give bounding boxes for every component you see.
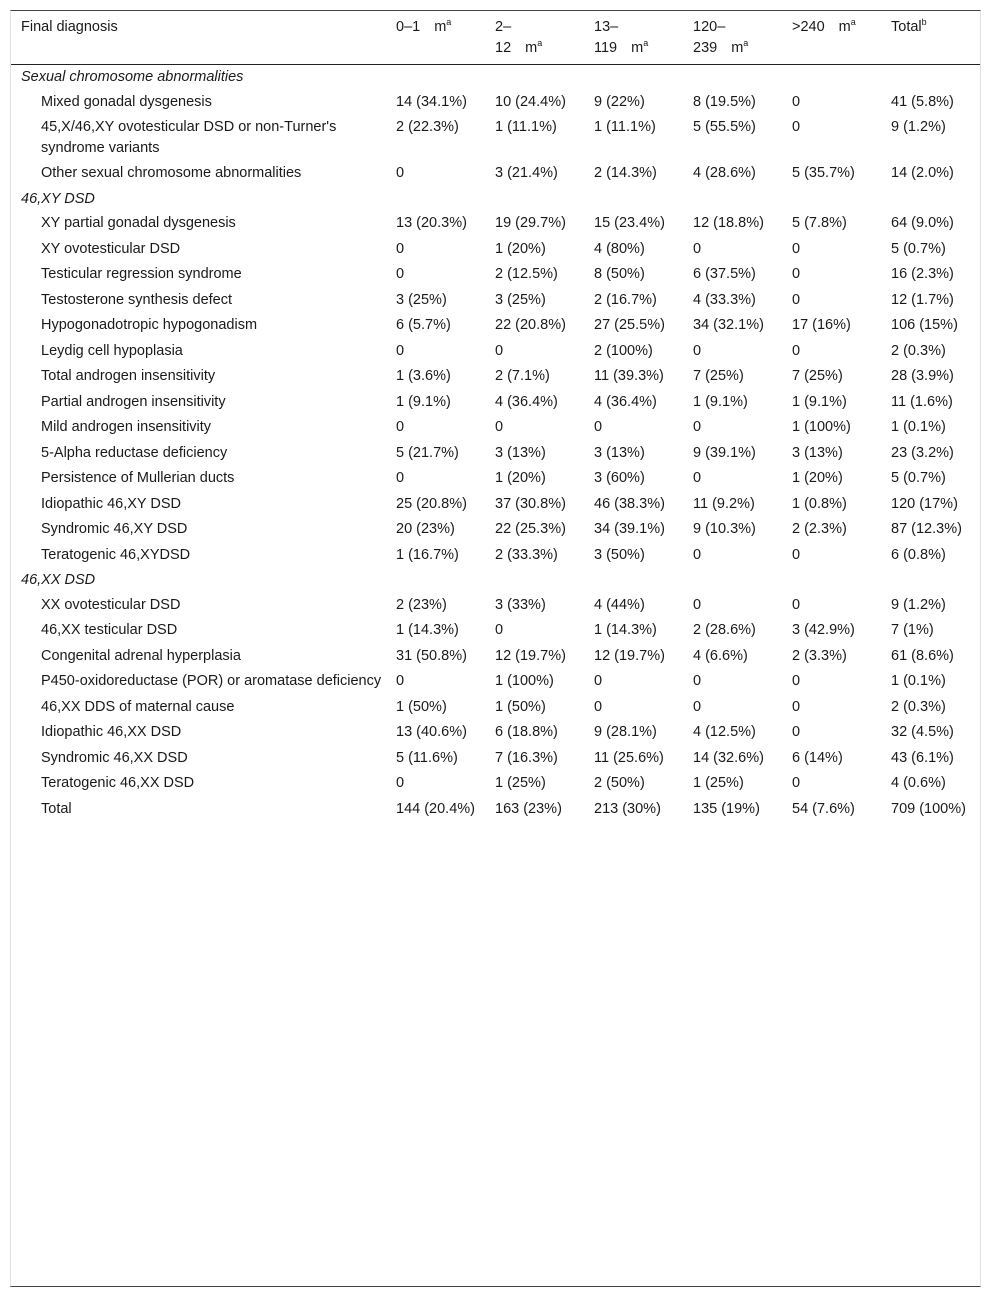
table-row <box>11 90 980 116</box>
value-cell: 4 (36.4%) <box>495 393 558 410</box>
value-cell: 10 (24.4%) <box>495 93 566 110</box>
value-cell: 2 (0.3%) <box>891 698 946 715</box>
table-body <box>11 65 980 823</box>
value-cell: 2 (0.3%) <box>891 342 946 359</box>
value-cell: 1 (9.1%) <box>792 393 847 410</box>
value-cell: 2 (12.5%) <box>495 266 558 282</box>
table-row <box>11 720 980 746</box>
value-cell: 4 (6.6%) <box>693 647 748 664</box>
value-cell: 0 <box>693 419 702 435</box>
header-row <box>11 11 980 65</box>
value-cell: 2 (23%) <box>396 596 447 613</box>
diagnosis-name: 45,X/46,XY ovotesticular DSD or non-Turner's syndrome variants <box>41 119 337 156</box>
value-cell: 0 <box>396 470 405 486</box>
diagnosis-name-cell <box>11 492 396 518</box>
diagnosis-name: Total <box>41 800 72 817</box>
table-row <box>11 492 980 518</box>
value-cell: 0 <box>396 419 405 435</box>
diagnosis-name-cell <box>11 339 396 365</box>
diagnosis-name-cell <box>11 390 396 416</box>
value-cell: 7 (1%) <box>891 622 934 638</box>
diagnosis-name: Idiopathic 46,XY DSD <box>41 495 181 512</box>
diagnosis-name-cell <box>11 90 396 116</box>
value-cell: 120 (17%) <box>891 495 958 512</box>
table-row <box>11 339 980 365</box>
diagnosis-name-cell <box>11 211 396 237</box>
value-cell: 4 (80%) <box>594 240 645 257</box>
value-cell: 1 (20%) <box>495 240 546 257</box>
value-cell: 5 (11.6%) <box>396 749 458 766</box>
value-cell: 1 (50%) <box>396 698 447 715</box>
value-cell: 61 (8.6%) <box>891 647 954 664</box>
value-cell: 0 <box>792 342 801 359</box>
value-cell: 4 (33.3%) <box>693 291 756 308</box>
diagnosis-name-cell <box>11 313 396 339</box>
value-cell: 1 (9.1%) <box>693 393 748 410</box>
value-cell: 0 <box>792 698 801 715</box>
diagnosis-name-cell <box>11 237 396 263</box>
header-final-diagnosis: Final diagnosis <box>11 11 396 65</box>
value-cell: 22 (25.3%) <box>495 521 566 537</box>
table-row <box>11 771 980 797</box>
value-cell: 0 <box>594 419 603 435</box>
diagnosis-name: Partial androgen insensitivity <box>41 393 226 410</box>
value-cell: 135 (19%) <box>693 800 760 817</box>
value-cell: 3 (13%) <box>792 444 843 461</box>
value-cell: 709 (100%) <box>891 800 966 817</box>
value-cell: 7 (25%) <box>693 368 744 384</box>
value-cell: 27 (25.5%) <box>594 317 665 333</box>
value-cell: 1 (20%) <box>792 470 843 486</box>
header-age-0-1: 0–1 $m^a$ <box>396 11 495 65</box>
diagnosis-name: Persistence of Mullerian ducts <box>41 470 235 486</box>
value-cell: 0 <box>693 342 702 359</box>
value-cell: 11 (9.2%) <box>693 495 755 512</box>
table-row <box>11 288 980 314</box>
value-cell: 14 (34.1%) <box>396 93 467 110</box>
value-cell: 8 (50%) <box>594 266 645 282</box>
value-cell: 5 (35.7%) <box>792 165 855 181</box>
value-cell: 5 (21.7%) <box>396 444 459 461</box>
value-cell: 54 (7.6%) <box>792 800 855 817</box>
value-cell: 5 (0.7%) <box>891 470 946 486</box>
value-cell: 1 (0.1%) <box>891 419 946 435</box>
diagnosis-name: P450-oxidoreductase (POR) or aromatase deficiency <box>41 673 382 689</box>
value-cell: 0 <box>693 546 702 563</box>
diagnosis-name-cell <box>11 288 396 314</box>
diagnosis-name-cell <box>11 593 396 619</box>
value-cell: 25 (20.8%) <box>396 495 467 512</box>
value-cell: 0 <box>396 165 405 181</box>
value-cell: 12 (19.7%) <box>495 647 566 664</box>
diagnosis-name: XY ovotesticular DSD <box>41 240 181 257</box>
header-age-over-240: >240 $m^a$ <box>792 11 891 65</box>
value-cell: 4 (36.4%) <box>594 393 657 410</box>
diagnosis-name: Congenital adrenal hyperplasia <box>41 647 241 664</box>
value-cell: 0 <box>693 470 702 486</box>
value-cell: 7 (16.3%) <box>495 749 558 766</box>
value-cell: 144 (20.4%) <box>396 800 475 817</box>
value-cell: 43 (6.1%) <box>891 749 954 766</box>
value-cell: 0 <box>792 724 801 740</box>
value-cell: 1 (16.7%) <box>396 546 459 563</box>
value-cell: 32 (4.5%) <box>891 724 954 740</box>
value-cell: 3 (13%) <box>495 444 546 461</box>
value-cell: 6 (5.7%) <box>396 317 451 333</box>
value-cell: 5 (7.8%) <box>792 215 847 231</box>
value-cell: 0 <box>792 119 801 135</box>
value-cell: 12 (18.8%) <box>693 215 764 231</box>
value-cell: 0 <box>792 266 801 282</box>
diagnosis-name-cell <box>11 543 396 569</box>
group-title: 46,XX DSD <box>21 572 96 588</box>
value-cell: 213 (30%) <box>594 800 661 817</box>
header-age-2-12: 2– 12 $m^a$ <box>495 11 594 65</box>
value-cell: 4 (12.5%) <box>693 724 756 740</box>
value-cell: 34 (32.1%) <box>693 317 764 333</box>
header-total: Total$^b$ <box>891 11 980 65</box>
value-cell: 2 (16.7%) <box>594 291 657 308</box>
value-cell: 31 (50.8%) <box>396 647 467 664</box>
value-cell: 11 (39.3%) <box>594 368 664 384</box>
diagnosis-name: Mild androgen insensitivity <box>41 419 212 435</box>
diagnosis-name: Syndromic 46,XX DSD <box>41 749 188 766</box>
value-cell: 0 <box>693 240 702 257</box>
value-cell: 2 (100%) <box>594 342 653 359</box>
value-cell: 2 (3.3%) <box>792 647 847 664</box>
value-cell: 9 (1.2%) <box>891 119 946 135</box>
value-cell: 0 <box>792 596 801 613</box>
value-cell: 9 (22%) <box>594 93 645 110</box>
table-row <box>11 644 980 670</box>
table-row <box>11 669 980 695</box>
table-row <box>11 364 980 390</box>
diagnosis-name: Idiopathic 46,XX DSD <box>41 724 182 740</box>
header-age-13-119: 13– 119 $m^a$ <box>594 11 693 65</box>
diagnosis-name: Hypogonadotropic hypogonadism <box>41 317 258 333</box>
value-cell: 1 (25%) <box>693 775 744 791</box>
diagnosis-name: Other sexual chromosome abnormalities <box>41 165 302 181</box>
value-cell: 0 <box>594 673 603 689</box>
value-cell: 64 (9.0%) <box>891 215 954 231</box>
value-cell: 0 <box>792 546 801 563</box>
value-cell: 1 (20%) <box>495 470 546 486</box>
value-cell: 11 (1.6%) <box>891 393 953 410</box>
value-cell: 163 (23%) <box>495 800 562 817</box>
value-cell: 0 <box>792 93 801 110</box>
value-cell: 0 <box>495 419 504 435</box>
value-cell: 13 (40.6%) <box>396 724 467 740</box>
value-cell: 9 (1.2%) <box>891 596 946 613</box>
value-cell: 4 (0.6%) <box>891 775 946 791</box>
diagnosis-name: Leydig cell hypoplasia <box>41 342 183 359</box>
table-row <box>11 415 980 441</box>
value-cell: 2 (22.3%) <box>396 119 459 135</box>
table-row <box>11 517 980 543</box>
table-row <box>11 618 980 644</box>
value-cell: 9 (39.1%) <box>693 444 756 461</box>
value-cell: 0 <box>495 622 504 638</box>
value-cell: 1 (25%) <box>495 775 546 791</box>
table-row <box>11 746 980 772</box>
table-row <box>11 390 980 416</box>
value-cell: 14 (2.0%) <box>891 165 954 181</box>
diagnosis-name: Testosterone synthesis defect <box>41 291 233 308</box>
value-cell: 1 (11.1%) <box>594 119 656 135</box>
value-cell: 2 (50%) <box>594 775 645 791</box>
value-cell: 9 (10.3%) <box>693 521 756 537</box>
value-cell: 12 (1.7%) <box>891 291 954 308</box>
value-cell: 6 (37.5%) <box>693 266 756 282</box>
value-cell: 3 (50%) <box>594 546 645 563</box>
value-cell: 2 (33.3%) <box>495 546 558 563</box>
diagnosis-name: 5-Alpha reductase deficiency <box>41 444 228 461</box>
value-cell: 0 <box>396 342 405 359</box>
value-cell: 0 <box>792 240 801 257</box>
group-header-row <box>11 65 980 90</box>
value-cell: 0 <box>792 775 801 791</box>
value-cell: 9 (28.1%) <box>594 724 657 740</box>
value-cell: 5 (55.5%) <box>693 119 756 135</box>
value-cell: 7 (25%) <box>792 368 843 384</box>
value-cell: 1 (100%) <box>792 419 851 435</box>
value-cell: 0 <box>693 673 702 689</box>
value-cell: 19 (29.7%) <box>495 215 566 231</box>
value-cell: 4 (44%) <box>594 596 645 613</box>
value-cell: 6 (18.8%) <box>495 724 558 740</box>
value-cell: 22 (20.8%) <box>495 317 566 333</box>
diagnosis-name: Testicular regression syndrome <box>41 266 242 282</box>
diagnosis-name: Teratogenic 46,XX DSD <box>41 775 195 791</box>
value-cell: 1 (50%) <box>495 698 546 715</box>
diagnosis-name-cell <box>11 695 396 721</box>
diagnosis-name: Mixed gonadal dysgenesis <box>41 93 212 110</box>
diagnosis-name-cell <box>11 161 396 187</box>
group-title: Sexual chromosome abnormalities <box>21 69 244 85</box>
diagnosis-name-cell <box>11 669 396 695</box>
value-cell: 0 <box>792 291 801 308</box>
value-cell: 17 (16%) <box>792 317 851 333</box>
value-cell: 0 <box>693 698 702 715</box>
value-cell: 14 (32.6%) <box>693 749 764 766</box>
diagnosis-name-cell <box>11 415 396 441</box>
value-cell: 6 (0.8%) <box>891 546 946 563</box>
value-cell: 15 (23.4%) <box>594 215 665 231</box>
value-cell: 0 <box>693 596 702 613</box>
diagnosis-name: XY partial gonadal dysgenesis <box>41 215 236 231</box>
diagnosis-table-container <box>10 10 981 1287</box>
diagnosis-name-cell <box>11 466 396 492</box>
value-cell: 3 (21.4%) <box>495 165 558 181</box>
group-title: 46,XY DSD <box>21 190 95 207</box>
value-cell: 6 (14%) <box>792 749 843 766</box>
table-row <box>11 543 980 569</box>
value-cell: 0 <box>396 775 405 791</box>
value-cell: 1 (9.1%) <box>396 393 451 410</box>
value-cell: 16 (2.3%) <box>891 266 954 282</box>
value-cell: 1 (3.6%) <box>396 368 451 384</box>
table-row <box>11 237 980 263</box>
value-cell: 0 <box>396 673 405 689</box>
diagnosis-name: 46,XX testicular DSD <box>41 622 178 638</box>
table-row <box>11 161 980 187</box>
diagnosis-name: Total androgen insensitivity <box>41 368 216 384</box>
table-row <box>11 695 980 721</box>
table-row <box>11 466 980 492</box>
diagnosis-name: Teratogenic 46,XYDSD <box>41 546 191 563</box>
value-cell: 2 (28.6%) <box>693 622 756 638</box>
diagnosis-name-cell <box>11 115 396 161</box>
value-cell: 1 (14.3%) <box>594 622 657 638</box>
group-header-row <box>11 187 980 212</box>
value-cell: 37 (30.8%) <box>495 495 566 512</box>
value-cell: 106 (15%) <box>891 317 958 333</box>
table-row <box>11 262 980 288</box>
value-cell: 0 <box>594 698 603 715</box>
value-cell: 28 (3.9%) <box>891 368 954 384</box>
value-cell: 12 (19.7%) <box>594 647 665 664</box>
value-cell: 8 (19.5%) <box>693 93 756 110</box>
diagnosis-name-cell <box>11 797 396 823</box>
value-cell: 11 (25.6%) <box>594 749 664 766</box>
diagnosis-name-cell <box>11 746 396 772</box>
value-cell: 2 (14.3%) <box>594 165 657 181</box>
value-cell: 3 (13%) <box>594 444 645 461</box>
value-cell: 0 <box>396 240 405 257</box>
value-cell: 3 (33%) <box>495 596 546 613</box>
diagnosis-name: 46,XX DDS of maternal cause <box>41 698 235 715</box>
value-cell: 46 (38.3%) <box>594 495 665 512</box>
table-row <box>11 211 980 237</box>
value-cell: 13 (20.3%) <box>396 215 467 231</box>
diagnosis-name-cell <box>11 517 396 543</box>
value-cell: 5 (0.7%) <box>891 240 946 257</box>
value-cell: 2 (2.3%) <box>792 521 847 537</box>
value-cell: 1 (100%) <box>495 673 554 689</box>
value-cell: 0 <box>396 266 405 282</box>
diagnosis-name-cell <box>11 364 396 390</box>
value-cell: 87 (12.3%) <box>891 521 962 537</box>
diagnosis-name-cell <box>11 644 396 670</box>
value-cell: 3 (42.9%) <box>792 622 855 638</box>
diagnosis-name: XX ovotesticular DSD <box>41 596 181 613</box>
value-cell: 3 (60%) <box>594 470 645 486</box>
value-cell: 0 <box>792 673 801 689</box>
value-cell: 1 (0.1%) <box>891 673 946 689</box>
value-cell: 3 (25%) <box>495 291 546 308</box>
table-row <box>11 115 980 161</box>
value-cell: 3 (25%) <box>396 291 447 308</box>
total-row <box>11 797 980 823</box>
value-cell: 0 <box>495 342 504 359</box>
value-cell: 23 (3.2%) <box>891 444 954 461</box>
diagnosis-name-cell <box>11 618 396 644</box>
value-cell: 1 (14.3%) <box>396 622 459 638</box>
value-cell: 34 (39.1%) <box>594 521 665 537</box>
table-row <box>11 593 980 619</box>
value-cell: 2 (7.1%) <box>495 368 550 384</box>
table-row <box>11 313 980 339</box>
table-row <box>11 441 980 467</box>
group-header-row <box>11 568 980 593</box>
diagnosis-name-cell <box>11 441 396 467</box>
header-age-120-239: 120– 239 $m^a$ <box>693 11 792 65</box>
diagnosis-by-age-table <box>11 11 980 822</box>
diagnosis-name-cell <box>11 720 396 746</box>
value-cell: 1 (0.8%) <box>792 495 847 512</box>
value-cell: 1 (11.1%) <box>495 119 557 135</box>
value-cell: 4 (28.6%) <box>693 165 756 181</box>
diagnosis-name: Syndromic 46,XY DSD <box>41 521 188 537</box>
diagnosis-name-cell <box>11 771 396 797</box>
value-cell: 20 (23%) <box>396 521 455 537</box>
diagnosis-name-cell <box>11 262 396 288</box>
value-cell: 41 (5.8%) <box>891 93 954 110</box>
